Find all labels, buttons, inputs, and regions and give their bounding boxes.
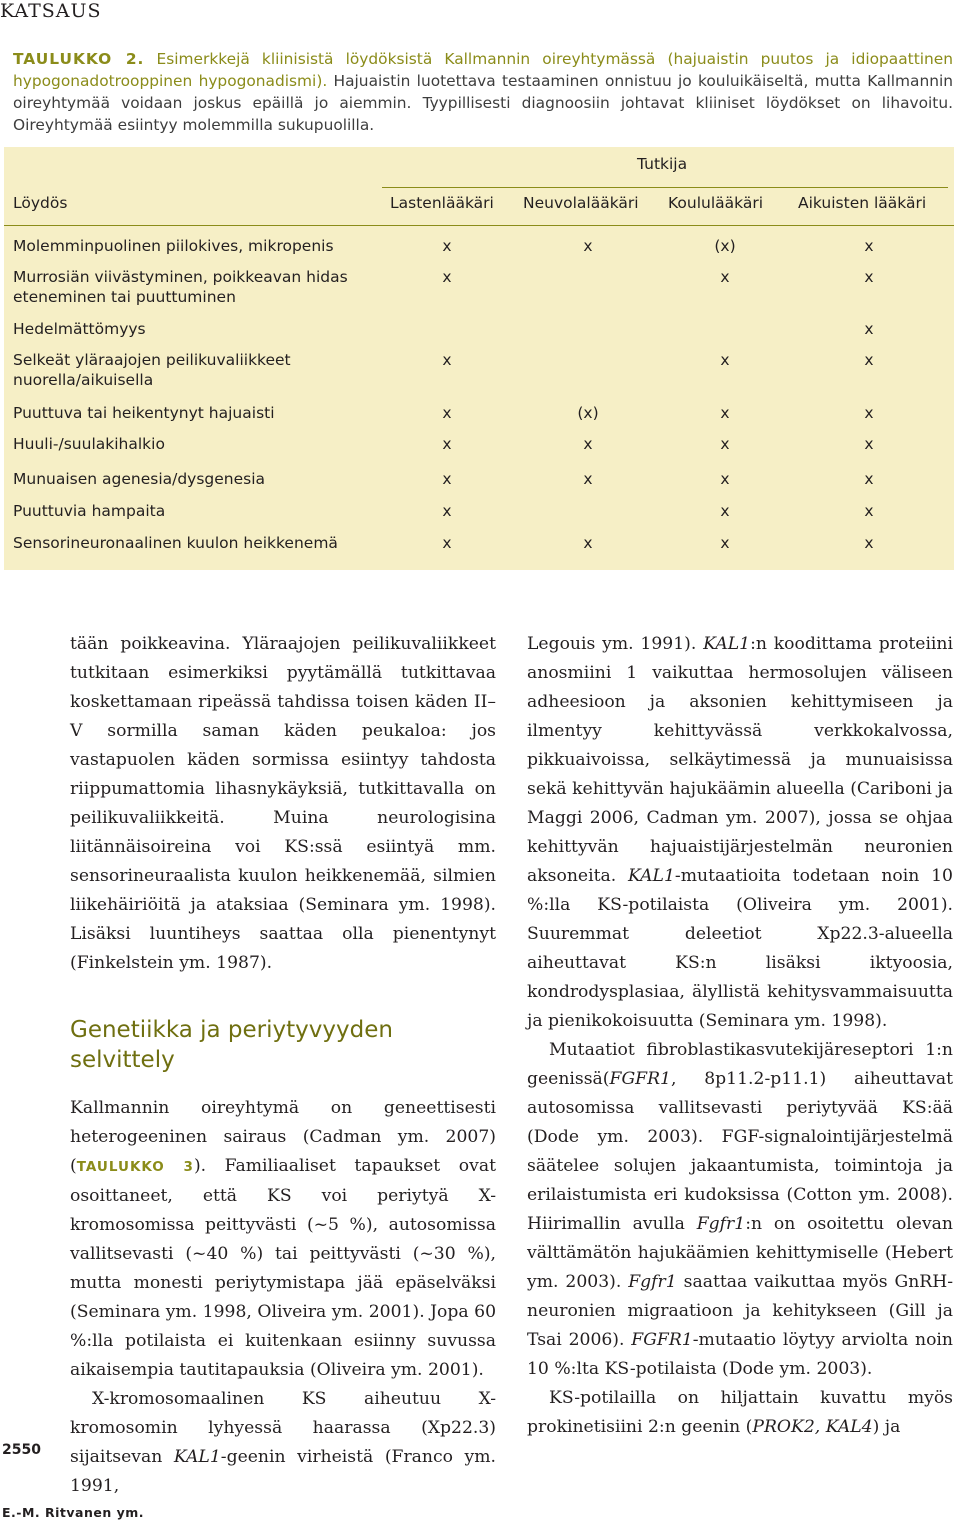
finding-label: Hedelmättömyys: [13, 320, 146, 338]
section-label: KATSAUS: [0, 0, 102, 22]
column-header: Aikuisten lääkäri: [798, 194, 927, 212]
finding-mark: x: [864, 435, 874, 453]
finding-mark: x: [864, 404, 874, 422]
finding-mark: x: [720, 351, 730, 369]
group-header-rule: [382, 187, 948, 188]
finding-label: Puuttuva tai heikentynyt hajuaisti: [13, 404, 275, 422]
finding-mark: x: [583, 470, 593, 488]
finding-mark: (x): [714, 237, 736, 255]
text-run: KS-potilailla on hiljattain kuvattu myös prokinetisiini 2:n geenin (: [527, 1388, 953, 1437]
finding-label: Huuli-/suulakihalkio: [13, 435, 165, 453]
finding-mark: x: [864, 534, 874, 552]
left-column-2: [70, 1094, 496, 1501]
finding-mark: x: [583, 534, 593, 552]
column-header: Koululääkäri: [668, 194, 764, 212]
gene-name: PROK2, KAL4: [752, 1417, 873, 1437]
finding-mark: x: [442, 502, 452, 520]
column-header: Lastenlääkäri: [390, 194, 494, 212]
text-run: X-kromosomaalinen KS aiheutuu X-kromosomin lyhyessä haarassa (Xp22.3) sijaitsevan: [70, 1389, 496, 1467]
text-run: Legouis ym. 1991).: [527, 634, 704, 654]
text-run: -mutaatio löytyy arviolta noin 10 %:lta KS-potilaista (Dode ym. 2003).: [527, 1330, 953, 1379]
right-paragraph-2: [527, 1036, 953, 1384]
finding-mark: x: [442, 435, 452, 453]
group-header: Tutkija: [637, 155, 688, 173]
row-header: Löydös: [13, 194, 68, 212]
finding-mark: x: [442, 534, 452, 552]
finding-mark: x: [720, 534, 730, 552]
gene-name: FGFR1: [609, 1069, 671, 1089]
text-run: ) ja: [872, 1417, 901, 1437]
text-run: Kallmannin oireyhtymä on geneettisesti heterogeeninen sairaus (Cadman ym. 2007) (: [70, 1098, 496, 1176]
finding-label: Molemminpuolinen piilokives, mikropenis: [13, 237, 334, 255]
right-paragraph-3: [527, 1384, 953, 1442]
finding-label: Murrosiän viivästyminen, poikkeavan hidas: [13, 268, 348, 286]
findings-table: [4, 147, 954, 570]
finding-mark: x: [720, 502, 730, 520]
finding-mark: x: [864, 351, 874, 369]
finding-label: Sensorineuronaalinen kuulon heikkenemä: [13, 534, 338, 552]
right-paragraph-1: [527, 630, 953, 1036]
text-run: -mutaatioita todetaan noin 10 %:lla KS-potilaista (Oliveira ym. 2001). Suuremmat deleetiot Xp22.3-alueella aiheuttavat KS:n lisäksi iktyoosia, kondrodysplasiaa, älyllistä kehitysvammaisuutta ja pienikokoisuutta (Seminara ym. 1998).: [527, 866, 953, 1031]
author-footer: E.-M. Ritvanen ym.: [2, 1505, 145, 1520]
table-reference: TAULUKKO 3: [76, 1159, 194, 1175]
caption-title: Esimerkkejä kliinisistä löydöksistä Kallmannin oireyhtymässä (hajuaistin puutos ja idiopaattinen hypogonadotrooppinen hypogonadismi).: [13, 50, 953, 90]
text-run: :n koodittama proteiini anosmiini 1 vaikuttaa hermosolujen väliseen adheesioon ja aksonien kehittymiseen ja ilmentyy kehittyvässä verkkokalvossa, pikkuaivoissa, selkäytimessä ja munuaisissa sekä kehittyvän hajukäämin alueella (Cariboni ja Maggi 2006, Cadman ym. 2007), jossa se ohjaa kehittyvän hajuaistijärjestelmän neuronien aksoneita.: [527, 634, 953, 886]
finding-label-continued: nuorella/aikuisella: [13, 371, 154, 389]
section-heading: Genetiikka ja periytyvyyden selvittely: [70, 1017, 393, 1073]
left-column: [70, 630, 496, 978]
caption-label: TAULUKKO 2.: [13, 50, 145, 68]
finding-mark: x: [442, 404, 452, 422]
finding-mark: x: [720, 470, 730, 488]
finding-mark: x: [864, 320, 874, 338]
gene-name: KAL1: [173, 1447, 221, 1467]
finding-mark: x: [720, 268, 730, 286]
finding-mark: x: [583, 237, 593, 255]
finding-mark: x: [864, 502, 874, 520]
finding-label: Selkeät yläraajojen peilikuvaliikkeet: [13, 351, 291, 369]
finding-mark: x: [583, 435, 593, 453]
finding-mark: x: [442, 268, 452, 286]
gene-name: Fgfr1: [696, 1214, 746, 1234]
finding-mark: x: [864, 268, 874, 286]
finding-mark: x: [442, 351, 452, 369]
gene-name: KAL1: [703, 634, 751, 654]
finding-mark: x: [720, 404, 730, 422]
finding-label-continued: eteneminen tai puuttuminen: [13, 288, 236, 306]
finding-label: Puuttuvia hampaita: [13, 502, 166, 520]
finding-label: Munuaisen agenesia/dysgenesia: [13, 470, 266, 488]
left-paragraph-3: [70, 1385, 496, 1501]
column-header: Neuvolalääkäri: [523, 194, 639, 212]
text-run: :n on osoitettu olevan välttämätön hajukäämien kehittymiselle (Hebert ym. 2003).: [527, 1214, 954, 1292]
finding-mark: x: [442, 470, 452, 488]
finding-mark: x: [864, 237, 874, 255]
text-run: ). Familiaaliset tapaukset ovat osoittaneet, että KS voi periytyä X-kromosomissa peittyvästi (~5 %), autosomissa vallitsevasti (~40 %) tai peittyvästi (~30 %), mutta monesti periytymistapa jää epäselväksi (Seminara ym. 1998, Oliveira ym. 2001). Jopa 60 %:lla potilaista ei kuitenkaan esiinny suvussa aikaisempia tautitapauksia (Oliveira ym. 2001).: [70, 1156, 496, 1380]
text-run: Mutaatiot fibroblastikasvutekijäreseptori 1:n geenissä(: [527, 1040, 953, 1089]
text-run: , 8p11.2-p11.1) aiheuttavat autosomissa vallitsevasti periytyvää KS:ää (Dode ym. 2003). FGF-signalointijärjestelmä säätelee solujen jakaantumista, toimintoja ja erilaistumista eri kudoksissa (Cotton ym. 2008). Hiirimallin avulla: [527, 1069, 953, 1234]
gene-name: Fgfr1: [628, 1272, 677, 1292]
gene-name: FGFR1: [631, 1330, 693, 1350]
left-paragraph-2: [70, 1094, 496, 1385]
left-paragraph-1: tään poikkeavina. Yläraajojen peilikuvaliikkeet tutkitaan esimerkiksi pyytämällä tutkittavaa koskettamaan ripeässä tahdissa toisen käden II–V sormilla saman käden peukaloa: jos vastapuolen käden sormissa esiintyy tahdosta riippumattomia lihasnykäyksiä, tutkittavalla on peilikuvaliikkeitä. Muina neurologisina liitännäisoireina voi KS:ssä esiintyä mm. sensorineuraalista kuulon heikkenemää, silmien liikehäiriöitä ja ataksiaa (Seminara ym. 1998). Lisäksi luuntiheys saattaa olla pienentynyt (Finkelstein ym. 1987).: [70, 634, 496, 973]
table-caption: [13, 48, 953, 136]
finding-mark: x: [720, 435, 730, 453]
finding-mark: x: [442, 237, 452, 255]
finding-mark: (x): [577, 404, 599, 422]
page-number: 2550: [2, 1442, 41, 1458]
finding-mark: x: [864, 470, 874, 488]
caption-text: Hajuaistin luotettava testaaminen onnistuu jo kouluikäiseltä, mutta Kallmannin oireyhtymää voidaan joskus epäillä jo aiemmin. Tyypillisesti diagnoosiin johtavat kliiniset löydökset on lihavoitu. Oireyhtymää esiintyy molemmilla sukupuolilla.: [13, 72, 953, 134]
text-run: -geenin virheistä (Franco ym. 1991,: [70, 1447, 496, 1496]
gene-name: KAL1: [627, 866, 675, 886]
right-column: [527, 630, 953, 1442]
text-run: saattaa vaikuttaa myös GnRH-neuronien migraatioon ja kehitykseen (Gill ja Tsai 2006).: [527, 1272, 954, 1350]
header-rule: [4, 225, 954, 226]
